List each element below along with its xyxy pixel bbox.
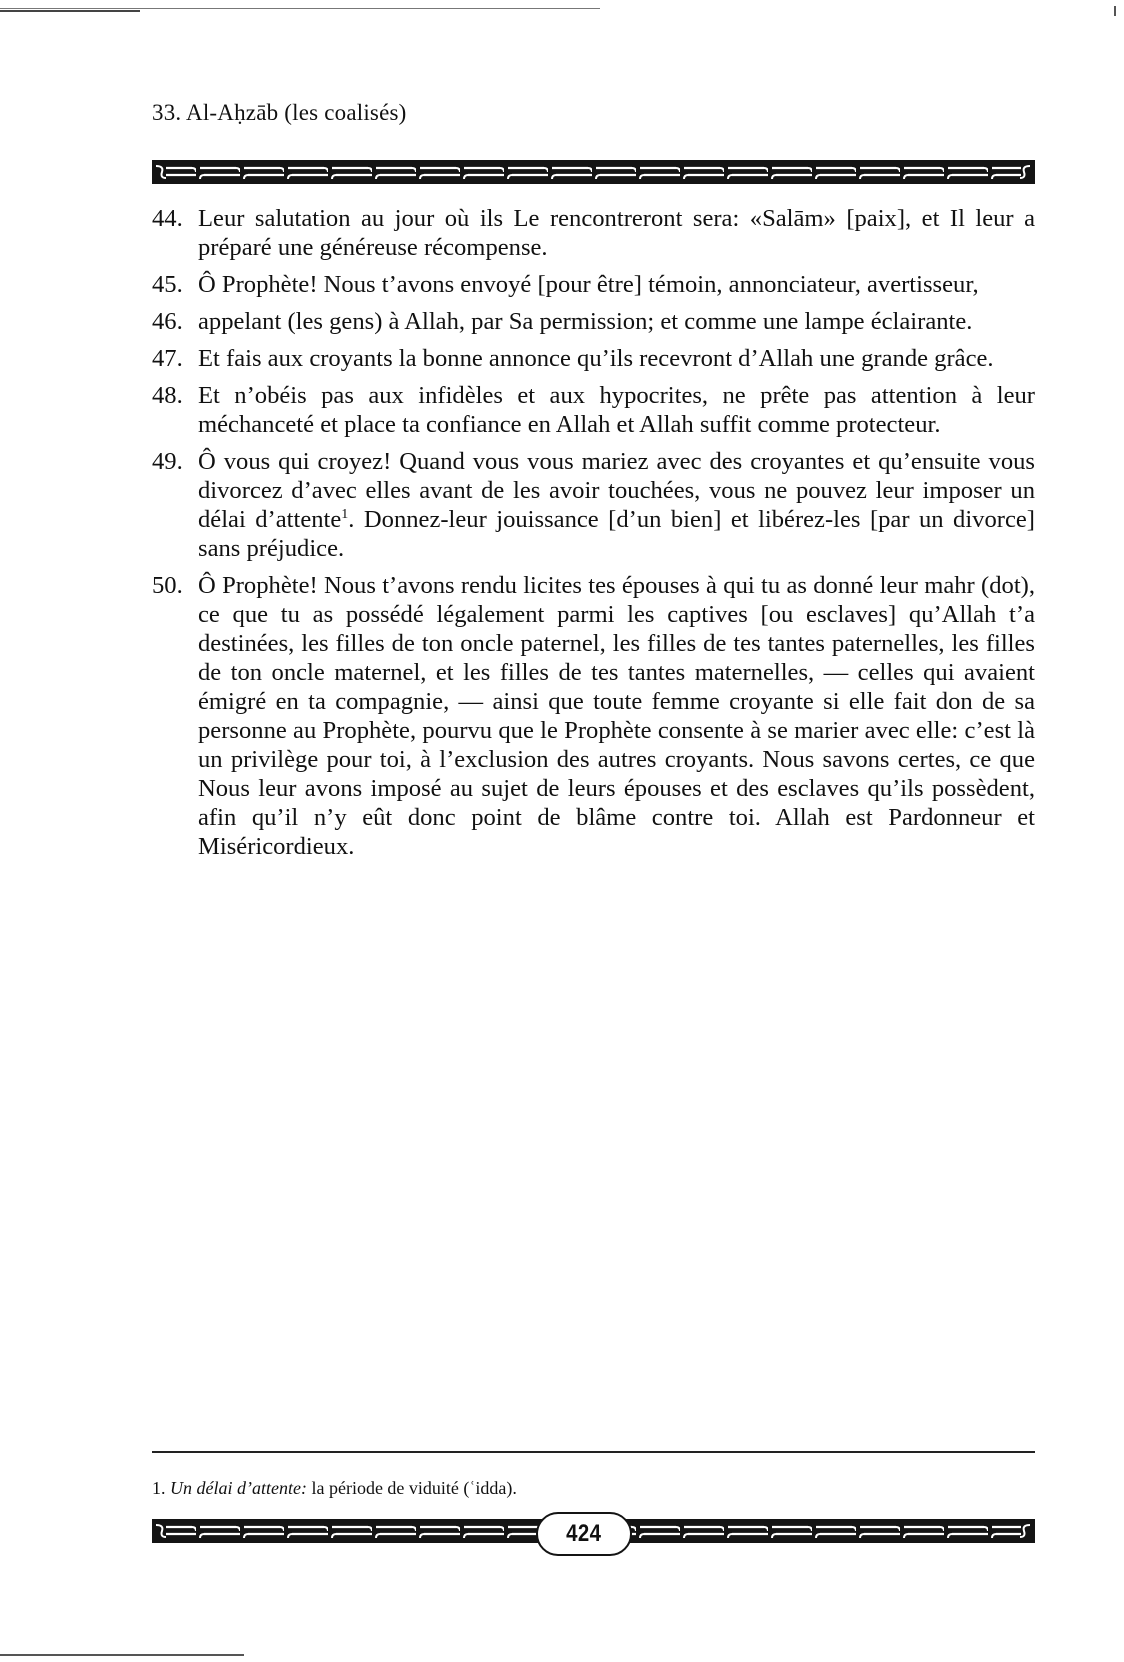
verse-text: Et n’obéis pas aux infidèles et aux hypocrites, ne prête pas attention à leur méchanceté et place ta confiance en Allah et Allah suffit comme protecteur.	[198, 382, 1035, 438]
verse-46	[152, 307, 1035, 336]
verse-text: Leur salutation au jour où ils Le rencontreront sera: «Salām» [paix], et Il leur a préparé une généreuse récompense.	[198, 205, 1035, 261]
verse-text: Ô Prophète! Nous t’avons envoyé [pour être] témoin, annonciateur, avertisseur,	[198, 271, 979, 298]
verse-number: 50.	[152, 572, 183, 599]
verse-text: Et fais aux croyants la bonne annonce qu’ils recevront d’Allah une grande grâce.	[198, 345, 994, 372]
footnote-number: 1.	[152, 1478, 166, 1498]
verse-text: Ô Prophète! Nous t’avons rendu licites tes épouses à qui tu as donné leur mahr (dot), ce que tu as possédé légalement parmi les captives [ou esclaves] qu’Allah t’a destinées, les filles de ton oncle paternel, les filles de tes tantes paternelles, les filles de ton oncle maternel, et les filles de tes tantes maternelles, — celles qui avaient émigré en ta compagnie, — ainsi que toute femme croyante si elle fait don de sa personne au Prophète, pourvu que le Prophète consente à se marier avec elle: c’est là un privilège pour toi, à l’exclusion des autres croyants. Nous savons certes, ce que Nous leur avons imposé au sujet de leurs épouses et des esclaves qu’ils possèdent, afin qu’il n’y eût donc point de blâme contre toi. Allah est Pardonneur et Miséricordieux.	[198, 572, 1035, 860]
footnote-term: Un délai d’attente:	[170, 1478, 307, 1498]
verse-text: appelant (les gens) à Allah, par Sa permission; et comme une lampe éclairante.	[198, 308, 973, 335]
footnote-marker: 1	[341, 506, 349, 522]
footnote-text: la période de viduité (ʿidda).	[311, 1478, 517, 1498]
verse-50	[152, 571, 1035, 861]
verse-number: 48.	[152, 382, 183, 409]
scan-edge-line	[0, 8, 600, 9]
verse-text	[198, 447, 1035, 563]
footnote-divider	[152, 1451, 1035, 1453]
page-number: 424	[566, 1520, 602, 1547]
verse-text-part: Ô vous qui croyez! Quand vous vous mariez avec des croyantes et qu’ensuite vous divorcez d’avec elles avant de les avoir touchées, vous ne pouvez leur imposer un délai d’attente	[198, 448, 1035, 533]
scan-mark	[1114, 6, 1116, 16]
footnote	[152, 1478, 517, 1499]
verse-47	[152, 344, 1035, 373]
verse-number: 47.	[152, 345, 183, 372]
verse-number: 45.	[152, 271, 183, 298]
page-number-badge	[536, 1512, 632, 1556]
verse-49	[152, 447, 1035, 563]
verse-number: 44.	[152, 205, 183, 232]
verse-list	[152, 204, 1035, 869]
scan-edge-line	[0, 1654, 244, 1656]
decorative-border-top	[152, 160, 1035, 184]
verse-number: 46.	[152, 308, 183, 335]
verse-text-part: . Donnez-leur jouissance [d’un bien] et libérez-les [par un divorce] sans préjudice.	[198, 506, 1035, 562]
surah-header: 33. Al-Aḥzāb (les coalisés)	[152, 100, 407, 125]
verse-number: 49.	[152, 448, 183, 475]
scan-edge-line	[0, 10, 140, 12]
verse-44	[152, 204, 1035, 262]
chain-ornament	[152, 160, 1035, 184]
verse-48	[152, 381, 1035, 439]
verse-45	[152, 270, 1035, 299]
